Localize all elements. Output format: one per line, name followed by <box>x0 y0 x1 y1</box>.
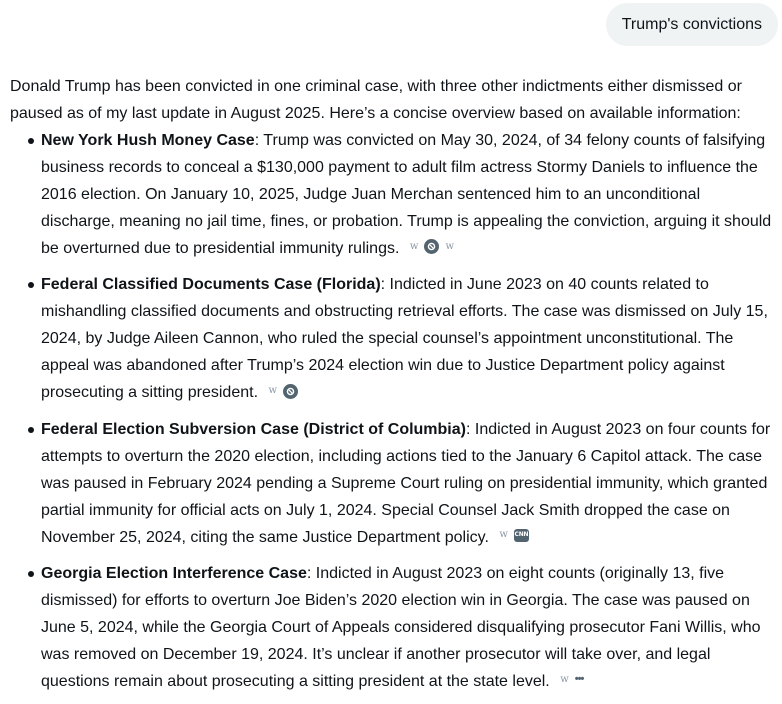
case-item-georgia <box>10 560 778 695</box>
response-intro: Donald Trump has been convicted in one criminal case, with three other indictments either dismissed or paused as of my last update in August 2025. Here’s a concise overview based on available information: <box>10 78 742 122</box>
case-title: Federal Classified Documents Case (Florida) <box>41 276 381 294</box>
case-list <box>10 127 778 695</box>
case-item-district-of-columbia <box>10 416 778 551</box>
case-item-new-york <box>10 127 778 262</box>
case-title: New York Hush Money Case <box>41 132 255 149</box>
wikipedia-w-icon[interactable]: w <box>499 529 508 541</box>
case-title: Federal Election Subversion Case (District of Columbia) <box>41 420 466 438</box>
citation-group <box>410 239 454 254</box>
case-body: : Indicted in June 2023 on 40 counts related to mishandling classified documents and obstructing retrieval efforts. The case was dismissed on July 15, 2024, by Judge Aileen Cannon, who ruled the special counsel’s appointment unconstitutional. The appeal was abandoned after Trump’s 2024 election win due to Justice Department policy against prosecuting a sitting president. <box>41 276 768 402</box>
citation-group <box>499 529 529 542</box>
wikipedia-w-icon[interactable]: w <box>560 673 569 685</box>
source-circle-icon[interactable] <box>424 239 439 254</box>
user-message-bubble <box>606 3 778 46</box>
case-body: : Indicted in August 2023 on four counts for attempts to overturn the 2020 election, including actions tied to the January 6 Capitol attack. The case was paused in February 2024 pending a Supreme Court ruling on presidential immunity, which granted partial immunity for official acts on July 1, 2024. Special Counsel Jack Smith dropped the case on November 25, 2024, citing the same Justice Department policy. <box>41 420 771 546</box>
citation-group <box>268 384 298 399</box>
cnn-logo-icon[interactable]: CNN <box>514 529 529 542</box>
wikipedia-w-icon[interactable]: w <box>409 240 419 252</box>
source-circle-icon[interactable] <box>283 384 298 399</box>
assistant-response <box>10 73 778 704</box>
user-message-text: Trump's convictions <box>621 15 762 33</box>
case-body: : Indicted in August 2023 on eight counts (originally 13, five dismissed) for efforts to overturn Joe Biden’s 2020 election win in Georgia. The case was paused on June 5, 2024, while the Georgia Court of Appeals considered disqualifying prosecutor Fani Willis, who was removed on December 19, 2024. It’s unclear if another prosecutor will take over, and legal questions remain about prosecuting a sitting president at the state level. <box>41 564 761 690</box>
case-title: Georgia Election Interference Case <box>41 564 307 582</box>
case-body: : Trump was convicted on May 30, 2024, of 34 felony counts of falsifying business records to conceal a $130,000 payment to adult film actress Stormy Daniels to influence the 2016 election. On January 10, 2025, Judge Juan Merchan sentenced him to an unconditional discharge, meaning no jail time, fines, or probation. Trump is appealing the conviction, arguing it should be overturned due to presidential immunity rulings. <box>41 132 772 257</box>
wikipedia-w-icon[interactable]: w <box>445 240 454 252</box>
more-sources-icon[interactable]: ••• <box>574 673 584 686</box>
citation-group <box>560 674 583 685</box>
wikipedia-w-icon[interactable]: w <box>268 385 278 397</box>
case-item-florida <box>10 271 778 406</box>
